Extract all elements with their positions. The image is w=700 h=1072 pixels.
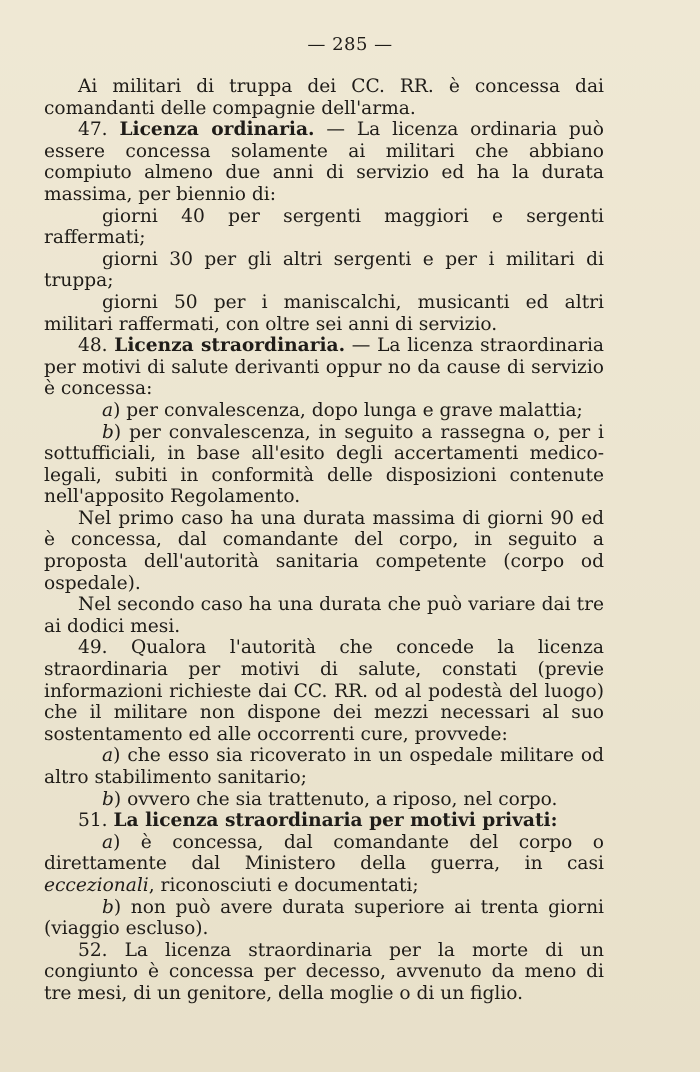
paragraph-p9 xyxy=(44,508,604,594)
text-span: a xyxy=(102,399,114,421)
text-span: Ai militari di truppa dei CC. RR. è concessa dai comandanti delle compagnie dell'arma. xyxy=(44,76,604,119)
text-span: 49. Qualora l'autorità che concede la licenza straordinaria per motivi di salute, constati (previe informazioni richieste dai CC. RR. od al podestà del luogo) che il militare non dispone dei mezzi necessari al suo sostentamento ed alle occorrenti cure, provvede: xyxy=(44,637,604,745)
section-heading: Licenza straordinaria. xyxy=(114,335,346,357)
section-heading: Licenza ordinaria. xyxy=(119,119,315,141)
paragraph-p6 xyxy=(44,335,604,400)
paragraph-p14 xyxy=(44,810,604,832)
page-number: — 285 — xyxy=(307,34,393,55)
paragraph-p2 xyxy=(44,119,604,205)
paragraph-p5 xyxy=(44,292,604,335)
paragraph-p1 xyxy=(44,76,604,119)
text-span: b xyxy=(102,788,114,810)
text-span: ) non può avere durata superiore ai trenta giorni (viaggio escluso). xyxy=(44,896,604,940)
paragraph-p7 xyxy=(44,400,604,422)
text-span: Nel primo caso ha una durata massima di giorni 90 ed è concessa, dal comandante del corpo, in seguito a proposta dell'autorità sanitaria competente (corpo od ospedale). xyxy=(44,507,604,594)
text-span: ) ovvero che sia trattenuto, a riposo, nel corpo. xyxy=(113,788,558,810)
paragraph-p10 xyxy=(44,594,604,637)
text-span: giorni 30 per gli altri sergenti e per i militari di truppa; xyxy=(44,248,604,292)
text-span: 51. xyxy=(78,810,114,832)
paragraph-p11 xyxy=(44,637,604,745)
paragraph-p8 xyxy=(44,422,604,508)
text-span: — La licenza straordinaria per motivi di salute derivanti oppur no da cause di servizio è concessa: xyxy=(44,335,604,400)
text-span: Nel secondo caso ha una durata che può variare dai tre ai dodici mesi. xyxy=(44,594,604,637)
text-span: giorni 40 per sergenti maggiori e sergenti raffermati; xyxy=(44,205,604,249)
text-span: eccezionali xyxy=(44,874,149,896)
paragraph-p4 xyxy=(44,249,604,292)
text-span: ) per convalescenza, in seguito a rassegna o, per i sottufficiali, in base all'esito degli accertamenti medico-legali, subiti in conformità delle disposizioni contenute nell'apposito Regolamento. xyxy=(44,421,604,508)
text-span: ) per convalescenza, dopo lunga e grave malattia; xyxy=(113,399,583,421)
text-span: , riconosciuti e documentati; xyxy=(148,874,419,896)
paragraph-p16 xyxy=(44,897,604,940)
paragraph-p3 xyxy=(44,206,604,249)
paragraph-p17 xyxy=(44,940,604,1005)
text-span: a xyxy=(102,745,114,767)
section-heading: La licenza straordinaria per motivi privati: xyxy=(113,810,558,832)
paragraph-p13 xyxy=(44,789,604,811)
text-span: b xyxy=(102,896,114,918)
text-span: 47. xyxy=(78,119,120,141)
text-span: a xyxy=(102,831,114,853)
body-text xyxy=(44,76,604,1005)
text-span: giorni 50 per i maniscalchi, musicanti ed altri militari raffermati, con oltre sei anni di servizio. xyxy=(44,291,604,335)
text-span: 48. xyxy=(78,335,115,357)
text-span: — La licenza ordinaria può essere concessa solamente ai militari che abbiano compiuto almeno due anni di servizio ed ha la durata massima, per biennio di: xyxy=(44,119,604,205)
text-span: b xyxy=(102,421,114,443)
text-span: ) che esso sia ricoverato in un ospedale militare od altro stabilimento sanitario; xyxy=(44,745,604,788)
text-span: ) è concessa, dal comandante del corpo o direttamente dal Ministero della guerra, in casi xyxy=(44,831,604,875)
paragraph-p12 xyxy=(44,745,604,788)
text-span: 52. La licenza straordinaria per la morte di un congiunto è concessa per decesso, avvenuto da meno di tre mesi, di un genitore, della moglie o di un figlio. xyxy=(44,939,604,1004)
paragraph-p15 xyxy=(44,832,604,897)
